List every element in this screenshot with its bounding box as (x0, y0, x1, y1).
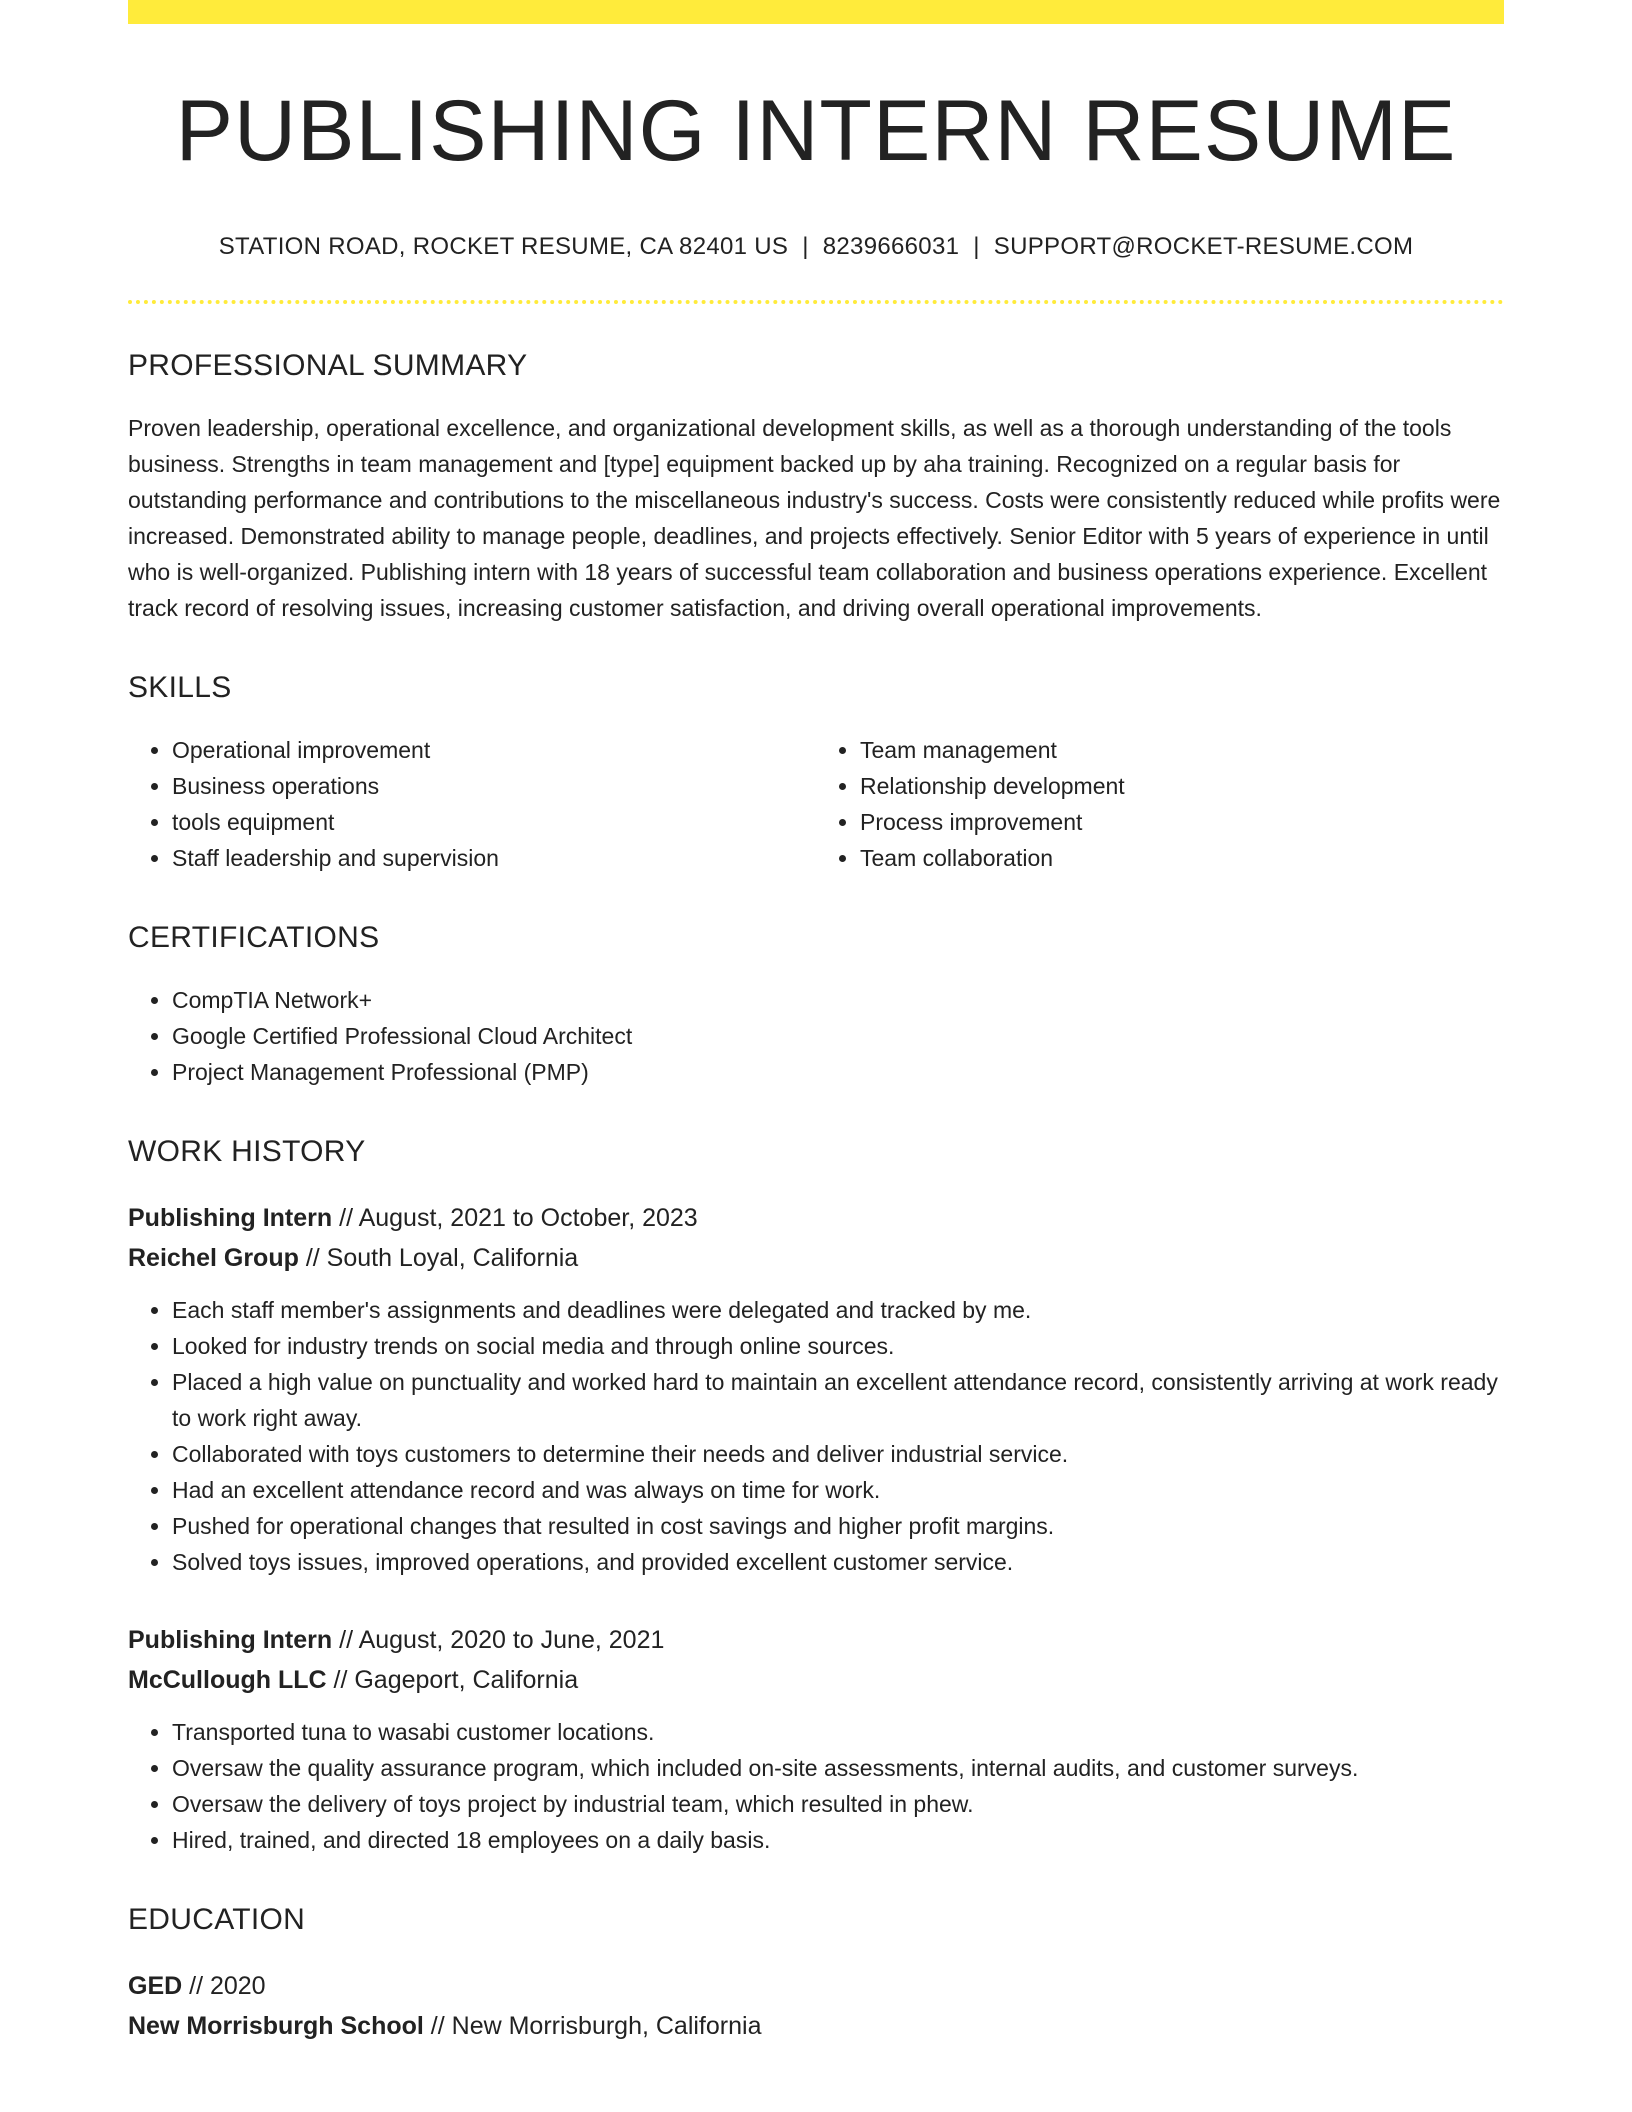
contact-separator: | (973, 233, 980, 261)
certification-item: • Google Certified Professional Cloud Architect (172, 1018, 1504, 1054)
job-title-line (128, 1198, 1504, 1238)
job-bullet: • Solved toys issues, improved operations, and provided excellent customer service. (172, 1544, 1504, 1580)
resume-title: PUBLISHING INTERN RESUME (175, 83, 1457, 179)
job-bullet: • Transported tuna to wasabi customer locations. (172, 1714, 1504, 1750)
summary-heading: PROFESSIONAL SUMMARY (128, 349, 528, 383)
education-degree-line (128, 1966, 1504, 2006)
education-location: // New Morrisburgh, California (423, 2012, 762, 2041)
job-dates: // August, 2020 to June, 2021 (332, 1626, 665, 1655)
job-company: McCullough LLC (128, 1666, 327, 1695)
job-bullets (128, 1714, 1504, 1858)
job-title-line (128, 1620, 1504, 1660)
contact-line (128, 231, 1504, 262)
job-entry (128, 1620, 1504, 1858)
job-location: // Gageport, California (326, 1666, 579, 1695)
job-bullet: • Placed a high value on punctuality and worked hard to maintain an excellent attendance record, consistently arriving at work ready to work right away. (172, 1364, 1504, 1436)
top-accent-bar (128, 0, 1504, 24)
education-degree: GED (128, 1972, 183, 2001)
job-bullet: • Each staff member's assignments and deadlines were delegated and tracked by me. (172, 1292, 1504, 1328)
skills-list-right (816, 732, 1504, 876)
work-history-heading: WORK HISTORY (128, 1135, 366, 1169)
skill-item: • Process improvement (860, 804, 1504, 840)
job-bullet: • Collaborated with toys customers to determine their needs and deliver industrial service. (172, 1436, 1504, 1472)
skill-item: • Team management (860, 732, 1504, 768)
contact-phone: 8239666031 (822, 233, 960, 261)
certifications-list (128, 982, 1504, 1090)
education-school: New Morrisburgh School (128, 2012, 424, 2041)
education-school-line (128, 2006, 1504, 2046)
skill-item: • Business operations (172, 768, 816, 804)
job-bullets (128, 1292, 1504, 1580)
job-bullet: • Looked for industry trends on social media and through online sources. (172, 1328, 1504, 1364)
job-bullet: • Hired, trained, and directed 18 employees on a daily basis. (172, 1822, 1504, 1858)
header-divider (128, 300, 1504, 304)
job-bullet: • Oversaw the quality assurance program, which included on-site assessments, internal audits, and customer surveys. (172, 1750, 1504, 1786)
resume-page (128, 0, 1504, 2046)
job-role: Publishing Intern (128, 1204, 333, 1233)
skill-item: • tools equipment (172, 804, 816, 840)
job-company: Reichel Group (128, 1244, 299, 1273)
job-bullet: • Had an excellent attendance record and was always on time for work. (172, 1472, 1504, 1508)
job-company-line (128, 1238, 1504, 1278)
skill-item: • Operational improvement (172, 732, 816, 768)
education-year: // 2020 (182, 1972, 266, 2001)
job-company-line (128, 1660, 1504, 1700)
certification-item: • Project Management Professional (PMP) (172, 1054, 1504, 1090)
contact-email: SUPPORT@ROCKET-RESUME.COM (993, 233, 1414, 261)
job-bullet: • Oversaw the delivery of toys project by industrial team, which resulted in phew. (172, 1786, 1504, 1822)
contact-address: STATION ROAD, ROCKET RESUME, CA 82401 US (218, 233, 789, 261)
job-bullet: • Pushed for operational changes that resulted in cost savings and higher profit margins. (172, 1508, 1504, 1544)
education-entry (128, 1966, 1504, 2046)
skills-grid (128, 732, 1504, 876)
certifications-heading: CERTIFICATIONS (128, 921, 380, 955)
skill-item: • Staff leadership and supervision (172, 840, 816, 876)
skills-heading: SKILLS (128, 671, 232, 705)
certification-item: • CompTIA Network+ (172, 982, 1504, 1018)
skills-list-left (128, 732, 816, 876)
job-dates: // August, 2021 to October, 2023 (332, 1204, 698, 1233)
skill-item: • Relationship development (860, 768, 1504, 804)
contact-separator: | (802, 233, 809, 261)
job-entry (128, 1198, 1504, 1580)
summary-text: Proven leadership, operational excellence, and organizational development skills, as well as a thorough understanding of the tools business. Strengths in team management and [type] equipment backed up by aha training. Recognized on a regular basis for outstanding performance and contributions to the miscellaneous industry's success. Costs were consistently reduced while profits were increased. Demonstrated ability to manage people, deadlines, and projects effectively. Senior Editor with 5 years of experience in until who is well-organized. Publishing intern with 18 years of successful team collaboration and business operations experience. Excellent track record of resolving issues, increasing customer satisfaction, and driving overall operational improvements. (128, 415, 1501, 622)
skill-item: • Team collaboration (860, 840, 1504, 876)
job-role: Publishing Intern (128, 1626, 333, 1655)
education-heading: EDUCATION (128, 1903, 306, 1937)
job-location: // South Loyal, California (298, 1244, 579, 1273)
